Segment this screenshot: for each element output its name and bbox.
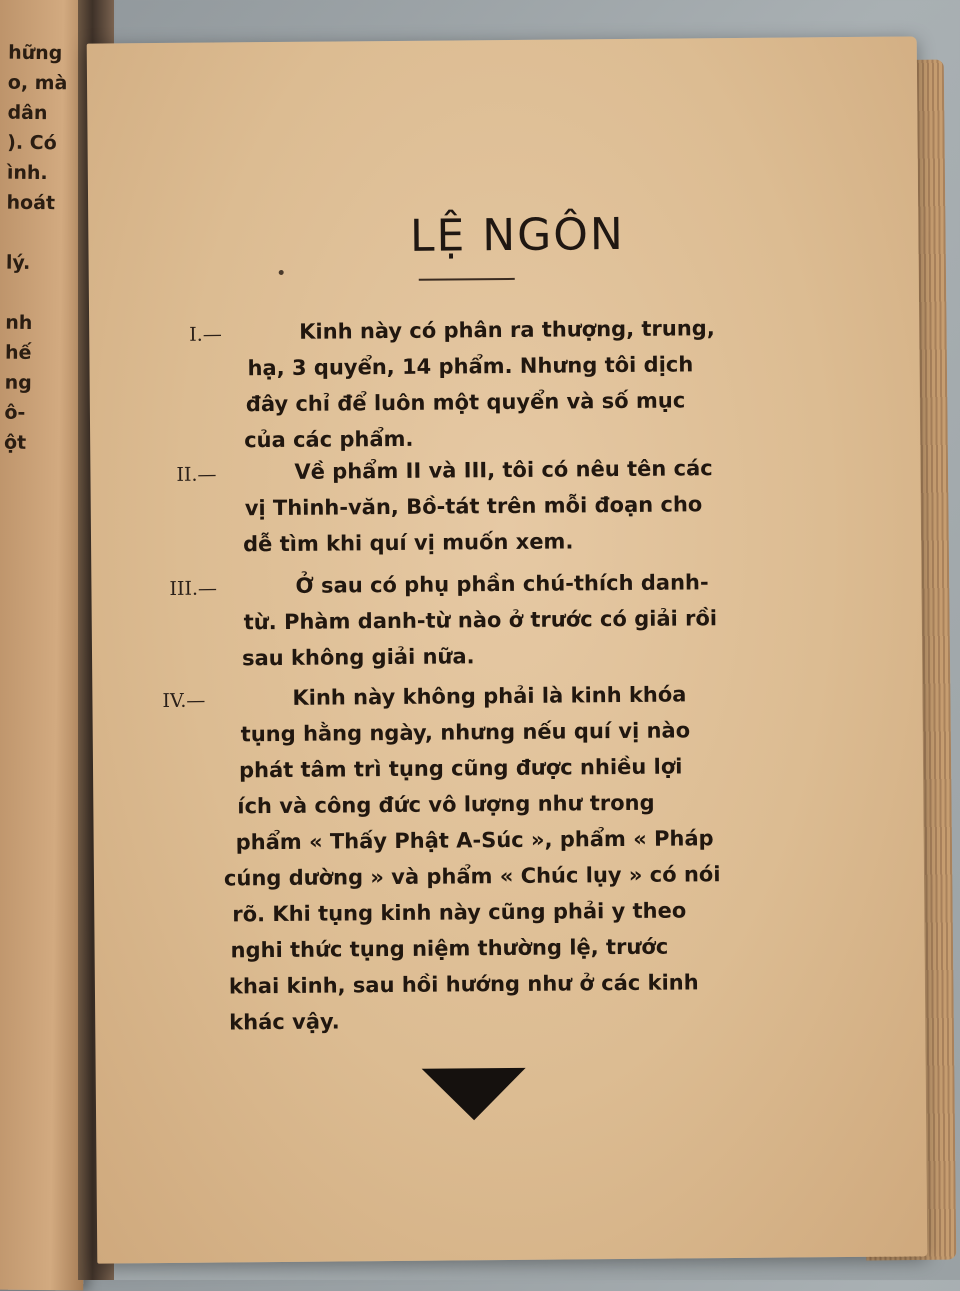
left-fragment: hế — [4, 341, 32, 364]
left-fragment: ình. — [6, 161, 48, 185]
text-line: rõ. Khi tụng kinh này cũng phải y theo — [232, 898, 687, 927]
text-line: hạ, 3 quyển, 14 phẩm. Nhưng tôi dịch — [247, 352, 694, 381]
text-line: nghi thức tụng niệm thường lệ, trước — [230, 934, 669, 963]
text-line: Ở sau có phụ phần chú-thích danh- — [295, 570, 709, 598]
list-item-2 — [90, 448, 920, 557]
text-line: phẩm « Thấy Phật A-Súc », phẩm « Pháp — [235, 826, 714, 855]
item-number: III.— — [169, 577, 218, 600]
text-line: sau không giải nữa. — [241, 644, 475, 671]
text-line: vị Thinh-văn, Bồ-tát trên mỗi đoạn cho — [244, 492, 703, 521]
item-number: I.— — [189, 323, 222, 346]
text-line: khai kinh, sau hồi hướng như ở các kinh — [228, 970, 699, 999]
left-fragment — [5, 278, 65, 309]
left-fragment: nh — [5, 311, 33, 334]
left-fragment: o, mà — [7, 71, 68, 95]
left-fragment: hoát — [6, 191, 56, 215]
left-fragment: hững — [8, 41, 63, 65]
paper-speck — [279, 270, 284, 275]
left-fragment: lý. — [5, 251, 31, 274]
left-fragment: ng — [4, 371, 32, 394]
list-item-4 — [92, 674, 922, 1035]
down-triangle-icon — [422, 1068, 526, 1121]
left-page-text — [4, 38, 68, 459]
text-line: phát tâm trì tụng cũng được nhiều lợi — [238, 754, 683, 783]
left-fragment: ột — [3, 431, 27, 454]
text-line: tụng hằng ngày, nhưng nếu quí vị nào — [240, 718, 691, 747]
item-number: II.— — [176, 463, 217, 486]
item-text — [89, 308, 919, 453]
book-page — [87, 36, 928, 1263]
page-title: LỆ NGÔN — [409, 208, 626, 262]
title-underline — [419, 278, 515, 281]
text-line: từ. Phàm danh-từ nào ở trước có giải rồi — [243, 606, 718, 635]
text-line: ích và công đức vô lượng như trong — [237, 790, 655, 819]
left-fragment: ). Có — [7, 131, 57, 155]
text-line: khác vậy. — [229, 1009, 340, 1035]
text-line: cúng dường » và phẩm « Chúc lụy » có nói — [223, 862, 721, 891]
list-item-3 — [91, 562, 921, 671]
text-line: Kinh này có phân ra thượng, trung, — [299, 316, 715, 344]
left-fragment — [6, 218, 66, 249]
text-line: Kinh này không phải là kinh khóa — [292, 682, 687, 710]
text-line: của các phẩm. — [244, 426, 414, 453]
text-line: đây chỉ để luôn một quyển và số mục — [245, 388, 686, 417]
left-fragment: dân — [7, 101, 48, 125]
text-line: Về phẩm II và III, tôi có nêu tên các — [294, 456, 713, 484]
left-fragment: ô- — [4, 401, 26, 424]
list-item-1 — [89, 308, 919, 453]
text-line: dễ tìm khi quí vị muốn xem. — [242, 529, 574, 557]
item-text — [90, 448, 920, 557]
item-number: IV.— — [162, 689, 206, 713]
